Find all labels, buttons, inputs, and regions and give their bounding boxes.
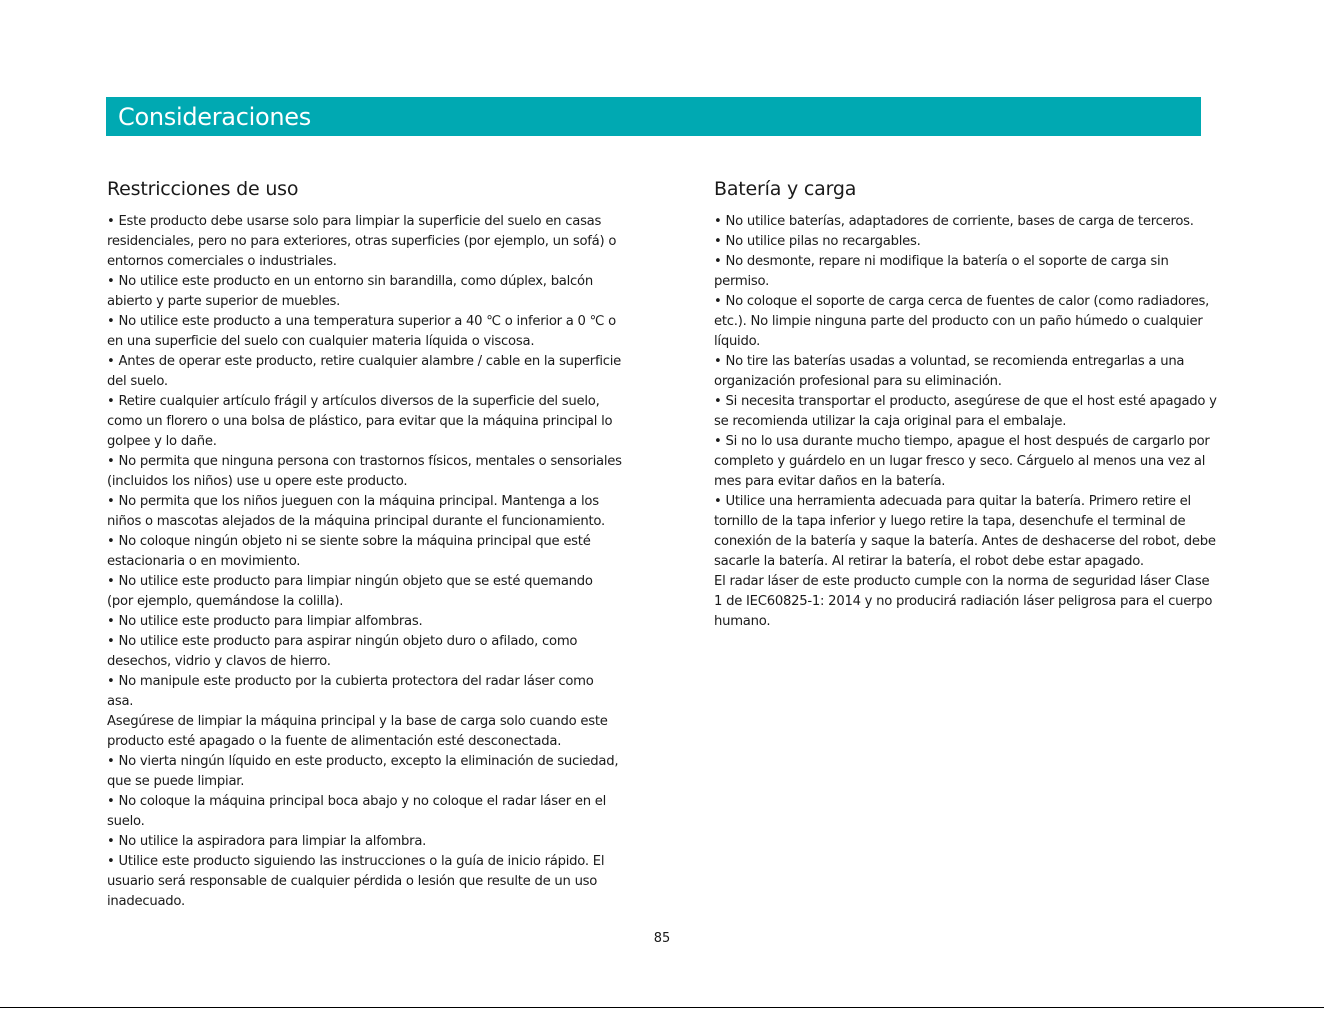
banner-title: Consideraciones bbox=[118, 103, 311, 131]
battery-item: • No coloque el soporte de carga cerca de fuentes de calor (como radiadores, etc.). No limpie ninguna parte del producto con un paño húmedo o cualquier líquido. bbox=[714, 294, 1210, 349]
usage-restrictions-column bbox=[107, 176, 622, 912]
restriction-item: • No utilice este producto para limpiar alfombras. bbox=[107, 614, 423, 629]
restriction-item: • Retire cualquier artículo frágil y artículos diversos de la superficie del suelo, como un florero o una bolsa de plástico, para evitar que la máquina principal lo golpee y lo dañe. bbox=[107, 394, 613, 449]
restriction-item: • No utilice este producto en un entorno sin barandilla, como dúplex, balcón abierto y parte superior de muebles. bbox=[107, 274, 593, 309]
restriction-item: • No vierta ningún líquido en este producto, excepto la eliminación de suciedad, que se puede limpiar. bbox=[107, 754, 619, 789]
page-number: 85 bbox=[653, 931, 671, 946]
battery-charging-body bbox=[714, 212, 1219, 632]
restriction-item: • No utilice la aspiradora para limpiar la alfombra. bbox=[107, 834, 427, 849]
usage-restrictions-body bbox=[107, 212, 622, 912]
restriction-item: • Antes de operar este producto, retire cualquier alambre / cable en la superficie del suelo. bbox=[107, 354, 622, 389]
restriction-item: Asegúrese de limpiar la máquina principal y la base de carga solo cuando este producto esté apagado o la fuente de alimentación esté desconectada. bbox=[107, 714, 608, 749]
restriction-item: • No permita que ninguna persona con trastornos físicos, mentales o sensoriales (incluidos los niños) use u opere este producto. bbox=[107, 454, 622, 489]
battery-charging-column bbox=[714, 176, 1219, 632]
battery-item: • Si necesita transportar el producto, asegúrese de que el host esté apagado y se recomienda utilizar la caja original para el embalaje. bbox=[714, 394, 1217, 429]
restriction-item: • No permita que los niños jueguen con la máquina principal. Mantenga a los niños o mascotas alejados de la máquina principal durante el funcionamiento. bbox=[107, 494, 605, 529]
battery-item: • No desmonte, repare ni modifique la batería o el soporte de carga sin permiso. bbox=[714, 254, 1169, 289]
restriction-item: • No manipule este producto por la cubierta protectora del radar láser como asa. bbox=[107, 674, 594, 709]
battery-item: • No utilice baterías, adaptadores de corriente, bases de carga de terceros. bbox=[714, 214, 1194, 229]
battery-item: • Utilice una herramienta adecuada para quitar la batería. Primero retire el tornillo de la tapa inferior y luego retire la tapa, desenchufe el terminal de conexión de la batería y saque la batería. Antes de deshacerse del robot, debe sacarle la batería. Al retirar la batería, el robot debe estar apagado. bbox=[714, 494, 1216, 569]
battery-item: • Si no lo usa durante mucho tiempo, apague el host después de cargarlo por completo y guárdelo en un lugar fresco y seco. Cárguelo al menos una vez al mes para evitar daños en la batería. bbox=[714, 434, 1210, 489]
usage-restrictions-heading: Restricciones de uso bbox=[107, 178, 299, 200]
restriction-item: • No utilice este producto para limpiar ningún objeto que se esté quemando (por ejemplo, quemándose la colilla). bbox=[107, 574, 593, 609]
restriction-item: • No coloque la máquina principal boca abajo y no coloque el radar láser en el suelo. bbox=[107, 794, 607, 829]
restriction-item: • No utilice este producto para aspirar ningún objeto duro o afilado, como desechos, vidrio y clavos de hierro. bbox=[107, 634, 578, 669]
restriction-item: • Este producto debe usarse solo para limpiar la superficie del suelo en casas residenciales, pero no para exteriores, otras superficies (por ejemplo, un sofá) o entornos comerciales o industriales. bbox=[107, 214, 617, 269]
restriction-item: • No coloque ningún objeto ni se siente sobre la máquina principal que esté estacionaria o en movimiento. bbox=[107, 534, 591, 569]
laser-safety-note: El radar láser de este producto cumple con la norma de seguridad láser Clase 1 de IEC60825-1: 2014 y no producirá radiación láser peligrosa para el cuerpo humano. bbox=[714, 574, 1213, 629]
section-banner bbox=[106, 97, 1201, 136]
restriction-item: • Utilice este producto siguiendo las instrucciones o la guía de inicio rápido. El usuario será responsable de cualquier pérdida o lesión que resulte de un uso inadecuado. bbox=[107, 854, 605, 909]
bottom-divider bbox=[0, 1007, 1324, 1008]
battery-item: • No utilice pilas no recargables. bbox=[714, 234, 921, 249]
battery-item: • No tire las baterías usadas a voluntad, se recomienda entregarlas a una organización profesional para su eliminación. bbox=[714, 354, 1185, 389]
battery-charging-heading: Batería y carga bbox=[714, 178, 857, 200]
restriction-item: • No utilice este producto a una temperatura superior a 40 ℃ o inferior a 0 ℃ o en una superficie del suelo con cualquier materia líquida o viscosa. bbox=[107, 314, 616, 349]
